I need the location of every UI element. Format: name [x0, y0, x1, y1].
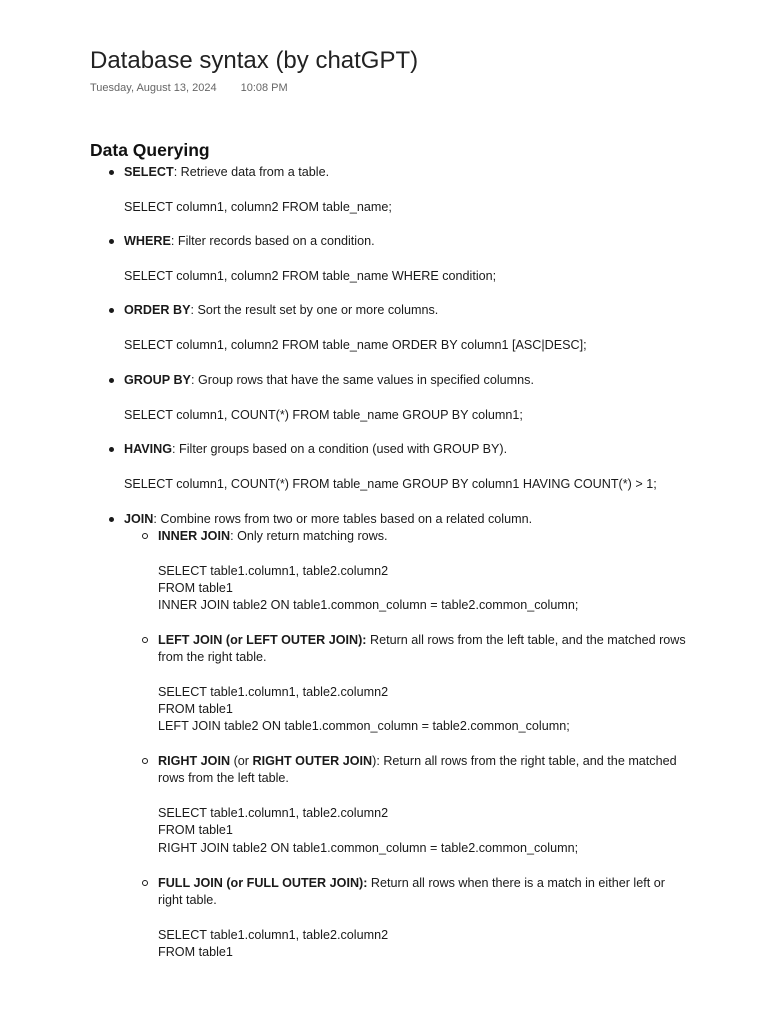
bullet-icon	[109, 517, 114, 522]
code-group-by: SELECT column1, COUNT(*) FROM table_name GROUP BY column1;	[124, 408, 523, 422]
desc-left-join-cont: from the right table.	[158, 650, 267, 664]
desc-group-by: : Group rows that have the same values in specified columns.	[190, 373, 534, 387]
code-line: FROM table1	[158, 945, 233, 959]
bullet-icon	[109, 239, 114, 244]
code-line: SELECT table1.column1, table2.column2	[158, 928, 389, 942]
list-item-join	[124, 511, 532, 528]
desc-where: : Filter records based on a condition.	[170, 234, 375, 248]
sub-bullet-icon	[142, 533, 148, 539]
code-line: SELECT table1.column1, table2.column2	[158, 685, 389, 699]
term-join: JOIN	[124, 512, 154, 526]
page-date: Tuesday, August 13, 2024	[90, 82, 217, 94]
code-line: SELECT table1.column1, table2.column2	[158, 806, 389, 820]
code-where: SELECT column1, column2 FROM table_name WHERE condition;	[124, 269, 497, 283]
right-join-paren: (or	[230, 754, 253, 768]
list-item-left-join	[158, 632, 686, 649]
code-order-by: SELECT column1, column2 FROM table_name ORDER BY column1 [ASC|DESC];	[124, 338, 587, 352]
sub-bullet-icon	[142, 637, 148, 643]
desc-right-join-cont: rows from the left table.	[158, 771, 289, 785]
list-item-right-join	[158, 753, 677, 770]
term-order-by: ORDER BY	[124, 303, 191, 317]
desc-full-join: Return all rows when there is a match in either left or	[367, 876, 665, 890]
bullet-icon	[109, 378, 114, 383]
list-item-having	[124, 441, 507, 458]
sub-bullet-icon	[142, 758, 148, 764]
bullet-icon	[109, 170, 114, 175]
desc-having: : Filter groups based on a condition (used with GROUP BY).	[172, 442, 508, 456]
bullet-icon	[109, 447, 114, 452]
list-item-full-join	[158, 875, 665, 892]
list-item-group-by	[124, 372, 534, 389]
term-inner-join: INNER JOIN	[158, 529, 231, 543]
term-left-join: LEFT JOIN (or LEFT OUTER JOIN):	[158, 633, 367, 647]
code-line: FROM table1	[158, 823, 233, 837]
code-line: FROM table1	[158, 702, 233, 716]
desc-join: : Combine rows from two or more tables based on a related column.	[153, 512, 533, 526]
term-group-by: GROUP BY	[124, 373, 191, 387]
list-item-where	[124, 233, 375, 250]
section-heading: Data Querying	[90, 140, 210, 160]
desc-full-join-cont: right table.	[158, 893, 217, 907]
bullet-icon	[109, 308, 114, 313]
list-item-select	[124, 164, 329, 181]
term-select: SELECT	[124, 165, 174, 179]
code-line: INNER JOIN table2 ON table1.common_column = table2.common_column;	[158, 598, 579, 612]
page-title: Database syntax (by chatGPT)	[90, 47, 419, 74]
desc-left-join: Return all rows from the left table, and the matched rows	[366, 633, 686, 647]
list-item-inner-join	[158, 528, 388, 545]
code-line: LEFT JOIN table2 ON table1.common_column = table2.common_column;	[158, 719, 570, 733]
code-line: SELECT table1.column1, table2.column2	[158, 564, 389, 578]
page-time: 10:08 PM	[240, 82, 288, 94]
code-having: SELECT column1, COUNT(*) FROM table_name GROUP BY column1 HAVING COUNT(*) > 1;	[124, 477, 657, 491]
code-select: SELECT column1, column2 FROM table_name;	[124, 200, 392, 214]
code-line: RIGHT JOIN table2 ON table1.common_column = table2.common_column;	[158, 841, 579, 855]
desc-right-join: ): Return all rows from the right table, and the matched	[372, 754, 677, 768]
desc-order-by: : Sort the result set by one or more columns.	[190, 303, 439, 317]
sub-bullet-icon	[142, 880, 148, 886]
term-where: WHERE	[124, 234, 171, 248]
term-right-join: RIGHT JOIN	[158, 754, 231, 768]
list-item-order-by	[124, 302, 438, 319]
term-having: HAVING	[124, 442, 173, 456]
desc-inner-join: : Only return matching rows.	[230, 529, 388, 543]
term-full-join: FULL JOIN (or FULL OUTER JOIN):	[158, 876, 368, 890]
code-line: FROM table1	[158, 581, 233, 595]
term-right-outer-join: RIGHT OUTER JOIN	[252, 754, 373, 768]
desc-select: : Retrieve data from a table.	[173, 165, 330, 179]
